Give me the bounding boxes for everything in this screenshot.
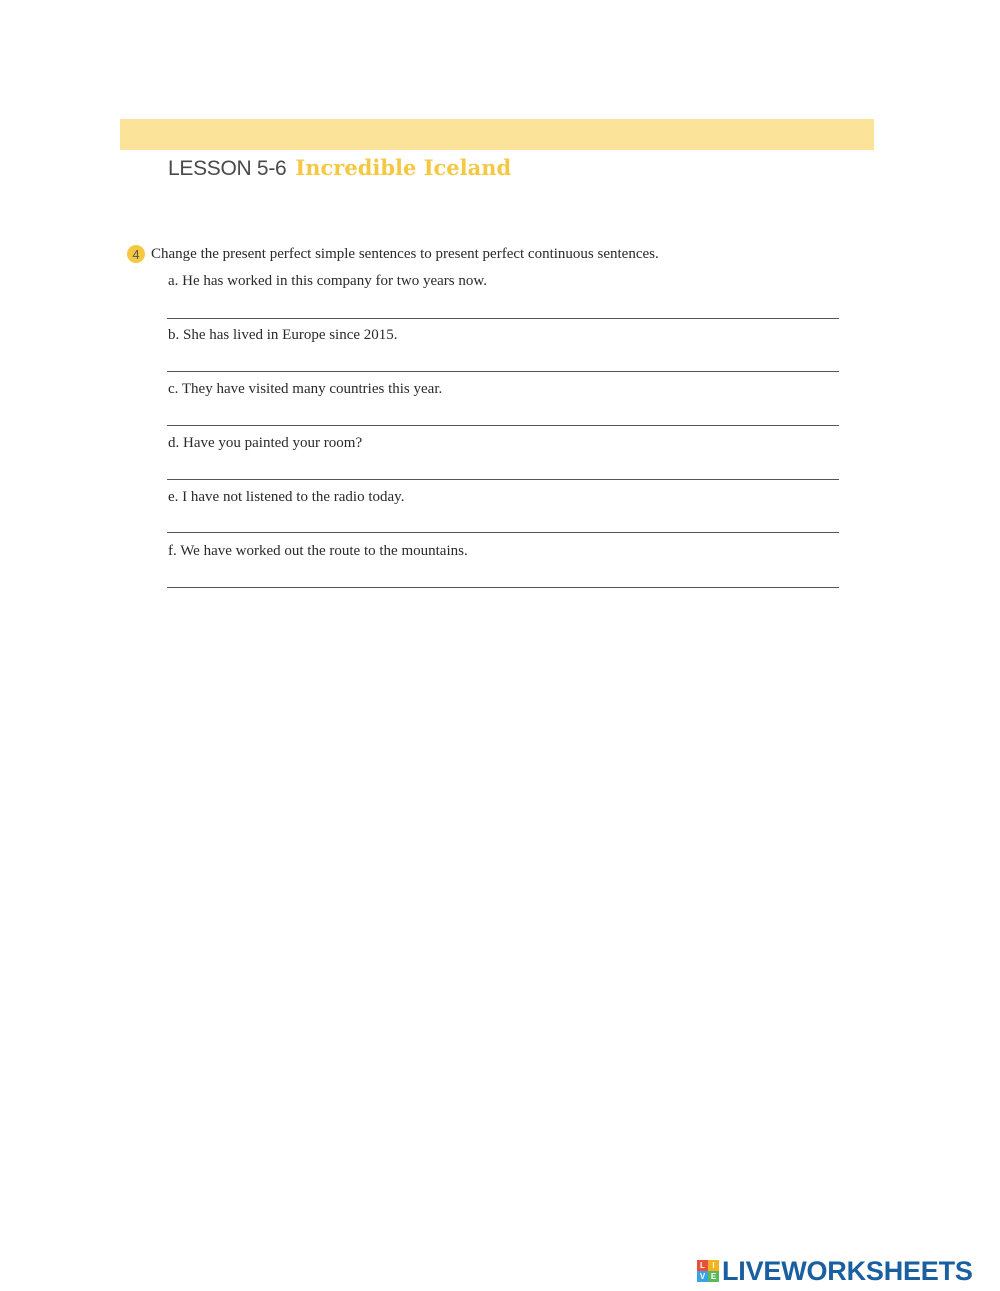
lesson-name: Incredible Iceland — [295, 155, 512, 180]
question-e-sentence: e. I have not listened to the radio today. — [168, 489, 405, 505]
question-b-sentence: b. She has lived in Europe since 2015. — [168, 327, 398, 343]
question-a-answer-input[interactable] — [167, 292, 839, 318]
question-b-answer-line — [167, 370, 839, 372]
question-d-sentence: d. Have you painted your room? — [168, 435, 363, 451]
liveworksheets-brand — [697, 1256, 973, 1286]
logo-letter: L — [697, 1260, 708, 1271]
lesson-label: LESSON 5-6 — [168, 157, 287, 180]
question-f-sentence: f. We have worked out the route to the mountains. — [168, 543, 468, 559]
header-band — [120, 119, 874, 150]
question-f-answer-input[interactable] — [167, 562, 839, 588]
question-c-answer-line — [167, 424, 839, 426]
logo-letter: V — [697, 1271, 708, 1282]
question-d-answer-line — [167, 478, 839, 480]
brand-name: LIVEWORKSHEETS — [722, 1255, 973, 1286]
question-c-sentence: c. They have visited many countries this year. — [168, 381, 443, 397]
logo-letter: E — [708, 1271, 719, 1282]
question-f-answer-line — [167, 586, 839, 588]
liveworksheets-logo-icon — [697, 1260, 719, 1282]
question-a-answer-line — [167, 317, 839, 319]
question-b-answer-input[interactable] — [167, 346, 839, 372]
lesson-title — [168, 155, 511, 187]
question-a-sentence: a. He has worked in this company for two years now. — [168, 273, 487, 289]
question-c-answer-input[interactable] — [167, 400, 839, 426]
exercise-number-badge: 4 — [127, 245, 145, 263]
logo-letter: I — [708, 1260, 719, 1271]
question-d-answer-input[interactable] — [167, 454, 839, 480]
exercise-instruction: Change the present perfect simple sentences to present perfect continuous sentences. — [151, 246, 659, 262]
question-e-answer-line — [167, 531, 839, 533]
